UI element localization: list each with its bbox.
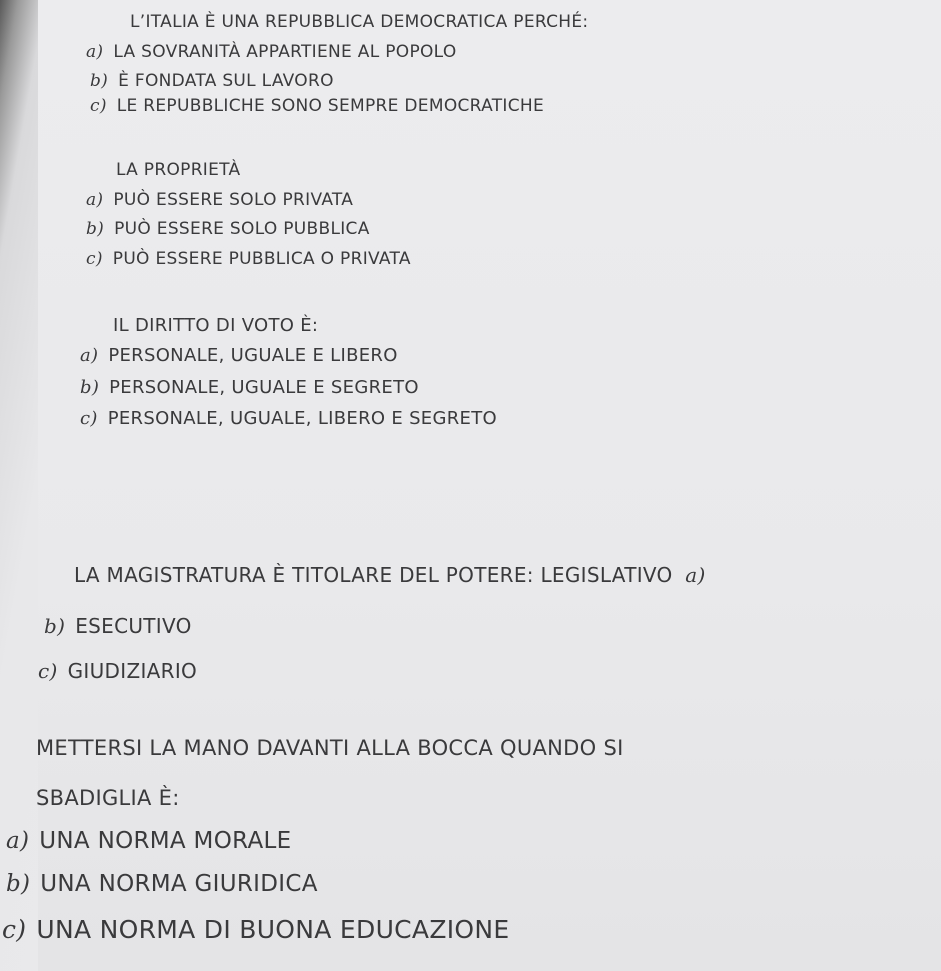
option-text: PERSONALE, UGUALE, LIBERO E SEGRETO [107, 408, 497, 429]
option-text: PERSONALE, UGUALE E LIBERO [108, 345, 398, 366]
question-1-option-b [90, 71, 334, 91]
question-5-option-c [2, 915, 510, 944]
option-letter: a) [86, 42, 104, 62]
option-text: LA SOVRANITÀ APPARTIENE AL POPOLO [113, 42, 457, 62]
option-text: UNA NORMA GIURIDICA [40, 871, 318, 897]
question-5-option-a [6, 828, 291, 854]
option-letter: a) [86, 190, 104, 210]
question-2-option-b [86, 219, 370, 239]
question-1-option-c [90, 96, 544, 116]
option-letter: c) [38, 659, 58, 683]
question-4-option-c [38, 659, 197, 683]
option-letter: c) [86, 249, 103, 269]
question-3-option-b [80, 377, 419, 398]
option-text: GIUDIZIARIO [67, 659, 198, 683]
option-text: ESECUTIVO [75, 614, 192, 638]
question-text: LA MAGISTRATURA È TITOLARE DEL POTERE: LEGISLATIVO [74, 563, 673, 587]
option-letter: b) [6, 871, 31, 897]
question-3-title: IL DIRITTO DI VOTO È: [113, 315, 319, 336]
question-3-option-c [80, 408, 497, 429]
question-5-title-line2: SBADIGLIA È: [36, 786, 180, 810]
option-text: LE REPUBBLICHE SONO SEMPRE DEMOCRATICHE [116, 96, 544, 116]
question-3-option-a [80, 345, 398, 366]
question-1-option-a [86, 42, 457, 62]
option-text: PUÒ ESSERE PUBBLICA O PRIVATA [112, 249, 411, 269]
option-letter: b) [90, 71, 109, 91]
question-4-title [74, 563, 716, 587]
option-letter-a: a) [685, 563, 706, 587]
option-letter: a) [80, 345, 99, 366]
paper-sheet [38, 0, 941, 971]
option-letter: c) [80, 408, 98, 429]
question-1-title: L’ITALIA È UNA REPUBBLICA DEMOCRATICA PERCHÉ: [130, 12, 589, 32]
option-text: UNA NORMA DI BUONA EDUCAZIONE [36, 915, 510, 944]
option-letter: c) [2, 915, 27, 944]
question-5-option-b [6, 871, 318, 897]
option-letter: b) [44, 614, 66, 638]
question-5-title-line1: METTERSI LA MANO DAVANTI ALLA BOCCA QUANDO SI [36, 736, 624, 760]
option-text: PERSONALE, UGUALE E SEGRETO [109, 377, 419, 398]
option-letter: c) [90, 96, 107, 116]
option-text: UNA NORMA MORALE [39, 828, 292, 854]
option-letter: b) [80, 377, 100, 398]
option-letter: a) [6, 828, 30, 854]
question-2-title: LA PROPRIETÀ [116, 160, 241, 180]
option-text: PUÒ ESSERE SOLO PRIVATA [113, 190, 354, 210]
option-text: PUÒ ESSERE SOLO PUBBLICA [114, 219, 370, 239]
question-2-option-a [86, 190, 353, 210]
question-2-option-c [86, 249, 411, 269]
option-text: È FONDATA SUL LAVORO [118, 71, 334, 91]
question-4-option-b [44, 614, 192, 638]
option-letter: b) [86, 219, 105, 239]
